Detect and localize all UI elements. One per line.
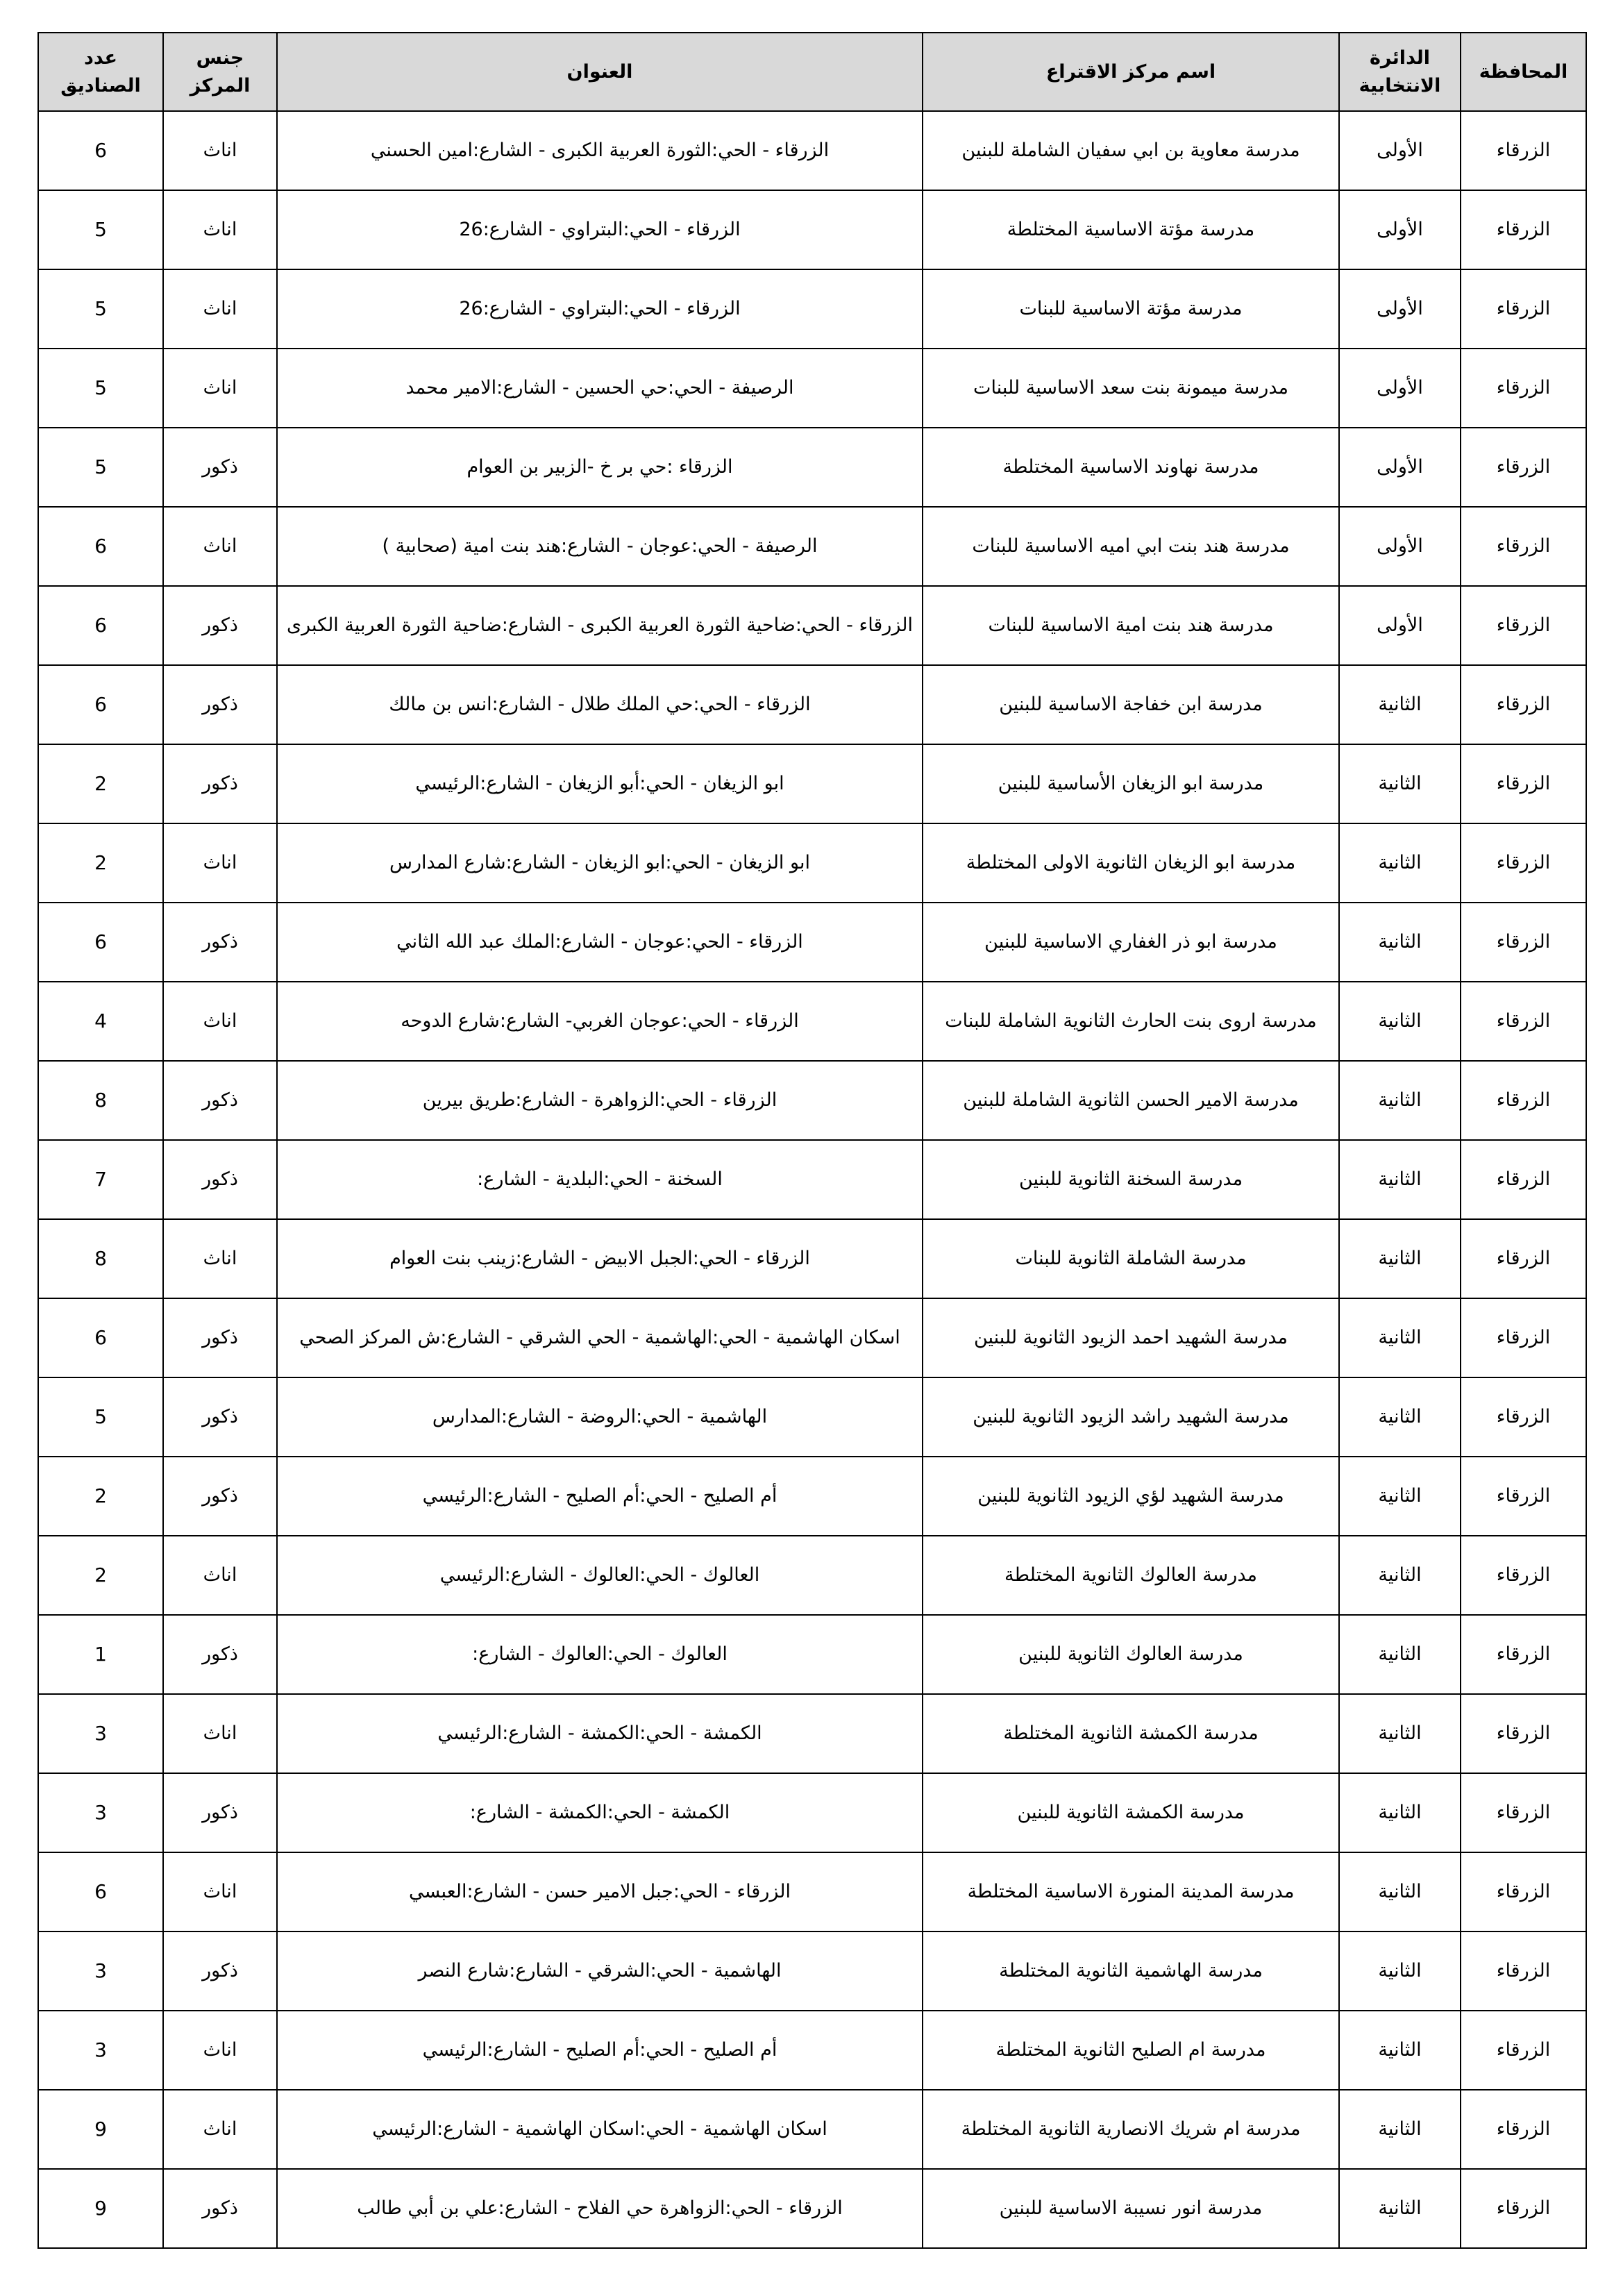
cell-governorate: الزرقاء [1461,2090,1586,2169]
cell-address: ابو الزيغان - الحي:ابو الزيغان - الشارع:شارع المدارس [277,823,923,903]
cell-center: مدرسة العالوك الثانوية المختلطة [923,1536,1339,1615]
cell-gender: اناث [163,1694,277,1773]
table-row [38,1615,1586,1694]
cell-address: العالوك - الحي:العالوك - الشارع:الرئيسي [277,1536,923,1615]
cell-gender: ذكور [163,1932,277,2011]
cell-district: الثانية [1339,1140,1461,1219]
cell-boxes: 9 [38,2169,163,2248]
cell-address: الزرقاء - الحي:الثورة العربية الكبرى - الشارع:امين الحسني [277,111,923,190]
cell-address: العالوك - الحي:العالوك - الشارع: [277,1615,923,1694]
header-row [38,33,1586,111]
cell-district: الثانية [1339,1852,1461,1932]
cell-center: مدرسة انور نسيبة الاساسية للبنين [923,2169,1339,2248]
cell-address: الزرقاء - الحي:الزواهرة حي الفلاح - الشارع:علي بن أبي طالب [277,2169,923,2248]
cell-gender: اناث [163,507,277,586]
cell-district: الثانية [1339,1377,1461,1457]
cell-governorate: الزرقاء [1461,1061,1586,1140]
cell-gender: اناث [163,111,277,190]
cell-gender: ذكور [163,428,277,507]
cell-center: مدرسة الشهيد احمد الزيود الثانوية للبنين [923,1298,1339,1377]
cell-governorate: الزرقاء [1461,1536,1586,1615]
cell-address: الزرقاء :حي بر خ -الزبير بن العوام [277,428,923,507]
cell-center: مدرسة ابو الزيغان الثانوية الاولى المختلطة [923,823,1339,903]
cell-boxes: 2 [38,823,163,903]
cell-address: اسكان الهاشمية - الحي:اسكان الهاشمية - الشارع:الرئيسي [277,2090,923,2169]
cell-center: مدرسة الكمشة الثانوية للبنين [923,1773,1339,1852]
table-row [38,269,1586,349]
cell-center: مدرسة هند بنت امية الاساسية للبنات [923,586,1339,665]
header-governorate: المحافظة [1461,33,1586,111]
table-row [38,1219,1586,1298]
cell-district: الثانية [1339,1457,1461,1536]
cell-center: مدرسة هند بنت ابي اميه الاساسية للبنات [923,507,1339,586]
cell-gender: ذكور [163,744,277,823]
table-row [38,1773,1586,1852]
cell-gender: اناث [163,269,277,349]
cell-district: الثانية [1339,982,1461,1061]
cell-district: الثانية [1339,2090,1461,2169]
cell-gender: اناث [163,2011,277,2090]
cell-governorate: الزرقاء [1461,1694,1586,1773]
cell-boxes: 2 [38,1536,163,1615]
cell-center: مدرسة الكمشة الثانوية المختلطة [923,1694,1339,1773]
cell-center: مدرسة ابن خفاجة الاساسية للبنين [923,665,1339,744]
cell-governorate: الزرقاء [1461,823,1586,903]
table-row [38,1694,1586,1773]
cell-governorate: الزرقاء [1461,2011,1586,2090]
cell-boxes: 3 [38,1932,163,2011]
cell-center: مدرسة اروى بنت الحارث الثانوية الشاملة للبنات [923,982,1339,1061]
cell-gender: ذكور [163,665,277,744]
cell-boxes: 5 [38,190,163,269]
cell-boxes: 6 [38,1852,163,1932]
cell-address: الزرقاء - الحي:حي الملك طلال - الشارع:انس بن مالك [277,665,923,744]
cell-center: مدرسة مؤتة الاساسية المختلطة [923,190,1339,269]
cell-address: ابو الزيغان - الحي:أبو الزيغان - الشارع:الرئيسي [277,744,923,823]
cell-district: الثانية [1339,1061,1461,1140]
cell-address: اسكان الهاشمية - الحي:الهاشمية - الحي الشرقي - الشارع:ش المركز الصحي [277,1298,923,1377]
cell-gender: اناث [163,982,277,1061]
cell-gender: ذكور [163,1140,277,1219]
cell-boxes: 8 [38,1061,163,1140]
table-row [38,1536,1586,1615]
cell-center: مدرسة الشاملة الثانوية للبنات [923,1219,1339,1298]
cell-gender: ذكور [163,1457,277,1536]
table-row [38,2090,1586,2169]
cell-address: الزرقاء - الحي:الزواهرة - الشارع:طريق بيرين [277,1061,923,1140]
cell-address: الهاشمية - الحي:الشرقي - الشارع:شارع النصر [277,1932,923,2011]
cell-boxes: 1 [38,1615,163,1694]
header-address: العنوان [277,33,923,111]
cell-center: مدرسة الهاشمية الثانوية المختلطة [923,1932,1339,2011]
cell-address: الزرقاء - الحي:جبل الامير حسن - الشارع:العبسي [277,1852,923,1932]
cell-district: الثانية [1339,823,1461,903]
cell-governorate: الزرقاء [1461,111,1586,190]
cell-center: مدرسة مؤتة الاساسية للبنات [923,269,1339,349]
cell-center: مدرسة ام شريك الانصارية الثانوية المختلطة [923,2090,1339,2169]
table-row [38,2169,1586,2248]
table-row [38,982,1586,1061]
cell-center: مدرسة ام الصليح الثانوية المختلطة [923,2011,1339,2090]
cell-center: مدرسة ميمونة بنت سعد الاساسية للبنات [923,349,1339,428]
cell-district: الثانية [1339,1773,1461,1852]
cell-boxes: 6 [38,903,163,982]
cell-center: مدرسة الشهيد راشد الزيود الثانوية للبنين [923,1377,1339,1457]
cell-governorate: الزرقاء [1461,1773,1586,1852]
cell-address: الزرقاء - الحي:البتراوي - الشارع:26 [277,190,923,269]
cell-boxes: 2 [38,744,163,823]
cell-governorate: الزرقاء [1461,507,1586,586]
cell-district: الأولى [1339,269,1461,349]
cell-boxes: 5 [38,428,163,507]
table-row [38,823,1586,903]
cell-governorate: الزرقاء [1461,1852,1586,1932]
header-gender: جنس المركز [163,33,277,111]
cell-district: الثانية [1339,1536,1461,1615]
cell-district: الثانية [1339,903,1461,982]
cell-district: الأولى [1339,349,1461,428]
cell-center: مدرسة ابو الزيغان الأساسية للبنين [923,744,1339,823]
cell-boxes: 9 [38,2090,163,2169]
cell-address: السخنة - الحي:البلدية - الشارع: [277,1140,923,1219]
cell-gender: اناث [163,1219,277,1298]
cell-governorate: الزرقاء [1461,1140,1586,1219]
cell-governorate: الزرقاء [1461,269,1586,349]
table-row [38,1140,1586,1219]
cell-address: الكمشة - الحي:الكمشة - الشارع:الرئيسي [277,1694,923,1773]
cell-gender: اناث [163,1852,277,1932]
cell-boxes: 5 [38,349,163,428]
cell-address: الرصيفة - الحي:حي الحسين - الشارع:الامير محمد [277,349,923,428]
cell-district: الثانية [1339,1694,1461,1773]
table-row [38,1298,1586,1377]
cell-boxes: 3 [38,1694,163,1773]
cell-address: الزرقاء - الحي:البتراوي - الشارع:26 [277,269,923,349]
table-row [38,586,1586,665]
cell-district: الأولى [1339,190,1461,269]
cell-gender: ذكور [163,1061,277,1140]
table-row [38,1061,1586,1140]
polling-centers-table [37,32,1587,2249]
cell-center: مدرسة السخنة الثانوية للبنين [923,1140,1339,1219]
cell-boxes: 6 [38,1298,163,1377]
cell-boxes: 6 [38,507,163,586]
cell-governorate: الزرقاء [1461,586,1586,665]
cell-governorate: الزرقاء [1461,744,1586,823]
cell-gender: ذكور [163,1773,277,1852]
cell-center: مدرسة الشهيد لؤي الزيود الثانوية للبنين [923,1457,1339,1536]
cell-gender: ذكور [163,2169,277,2248]
cell-boxes: 4 [38,982,163,1061]
cell-governorate: الزرقاء [1461,2169,1586,2248]
cell-governorate: الزرقاء [1461,982,1586,1061]
table-row [38,744,1586,823]
cell-gender: اناث [163,190,277,269]
table-row [38,1852,1586,1932]
cell-governorate: الزرقاء [1461,1932,1586,2011]
table-row [38,903,1586,982]
cell-boxes: 7 [38,1140,163,1219]
cell-center: مدرسة العالوك الثانوية للبنين [923,1615,1339,1694]
cell-center: مدرسة الامير الحسن الثانوية الشاملة للبنين [923,1061,1339,1140]
cell-address: أم الصليح - الحي:أم الصليح - الشارع:الرئيسي [277,2011,923,2090]
cell-district: الثانية [1339,2011,1461,2090]
cell-address: الرصيفة - الحي:عوجان - الشارع:هند بنت امية (صحابية ) [277,507,923,586]
cell-boxes: 6 [38,665,163,744]
cell-governorate: الزرقاء [1461,1298,1586,1377]
cell-district: الثانية [1339,1932,1461,2011]
cell-gender: ذكور [163,1377,277,1457]
cell-district: الثانية [1339,1298,1461,1377]
cell-address: الهاشمية - الحي:الروضة - الشارع:المدارس [277,1377,923,1457]
cell-boxes: 6 [38,111,163,190]
cell-boxes: 3 [38,2011,163,2090]
table-row [38,1377,1586,1457]
cell-governorate: الزرقاء [1461,428,1586,507]
cell-governorate: الزرقاء [1461,1377,1586,1457]
cell-boxes: 5 [38,1377,163,1457]
table-row [38,111,1586,190]
cell-center: مدرسة ابو ذر الغفاري الاساسية للبنين [923,903,1339,982]
cell-center: مدرسة معاوية بن ابي سفيان الشاملة للبنين [923,111,1339,190]
cell-address: الزرقاء - الحي:الجبل الابيض - الشارع:زينب بنت العوام [277,1219,923,1298]
cell-district: الأولى [1339,428,1461,507]
cell-address: الكمشة - الحي:الكمشة - الشارع: [277,1773,923,1852]
table-row [38,507,1586,586]
cell-boxes: 2 [38,1457,163,1536]
cell-address: الزرقاء - الحي:ضاحية الثورة العربية الكبرى - الشارع:ضاحية الثورة العربية الكبرى [277,586,923,665]
cell-governorate: الزرقاء [1461,1457,1586,1536]
table-row [38,428,1586,507]
cell-district: الأولى [1339,111,1461,190]
header-center: اسم مركز الاقتراع [923,33,1339,111]
table-row [38,1932,1586,2011]
cell-boxes: 3 [38,1773,163,1852]
cell-district: الثانية [1339,1615,1461,1694]
cell-district: الثانية [1339,744,1461,823]
table-row [38,349,1586,428]
cell-center: مدرسة المدينة المنورة الاساسية المختلطة [923,1852,1339,1932]
cell-address: أم الصليح - الحي:أم الصليح - الشارع:الرئيسي [277,1457,923,1536]
cell-district: الثانية [1339,2169,1461,2248]
cell-district: الأولى [1339,586,1461,665]
cell-center: مدرسة نهاوند الاساسية المختلطة [923,428,1339,507]
cell-district: الثانية [1339,1219,1461,1298]
cell-governorate: الزرقاء [1461,665,1586,744]
table-row [38,1457,1586,1536]
cell-boxes: 6 [38,586,163,665]
table-row [38,190,1586,269]
cell-boxes: 5 [38,269,163,349]
cell-gender: ذكور [163,1298,277,1377]
header-district: الدائرة الانتخابية [1339,33,1461,111]
cell-address: الزرقاء - الحي:عوجان الغربي- الشارع:شارع الدوحه [277,982,923,1061]
cell-gender: اناث [163,1536,277,1615]
cell-gender: اناث [163,2090,277,2169]
cell-address: الزرقاء - الحي:عوجان - الشارع:الملك عبد الله الثاني [277,903,923,982]
table-row [38,2011,1586,2090]
cell-gender: ذكور [163,586,277,665]
table-body [38,111,1586,2248]
cell-governorate: الزرقاء [1461,903,1586,982]
cell-governorate: الزرقاء [1461,1615,1586,1694]
cell-governorate: الزرقاء [1461,190,1586,269]
cell-governorate: الزرقاء [1461,1219,1586,1298]
cell-governorate: الزرقاء [1461,349,1586,428]
cell-gender: اناث [163,823,277,903]
cell-district: الأولى [1339,507,1461,586]
cell-boxes: 8 [38,1219,163,1298]
header-boxes: عدد الصناديق [38,33,163,111]
cell-gender: ذكور [163,903,277,982]
table-row [38,665,1586,744]
cell-gender: اناث [163,349,277,428]
cell-gender: ذكور [163,1615,277,1694]
cell-district: الثانية [1339,665,1461,744]
